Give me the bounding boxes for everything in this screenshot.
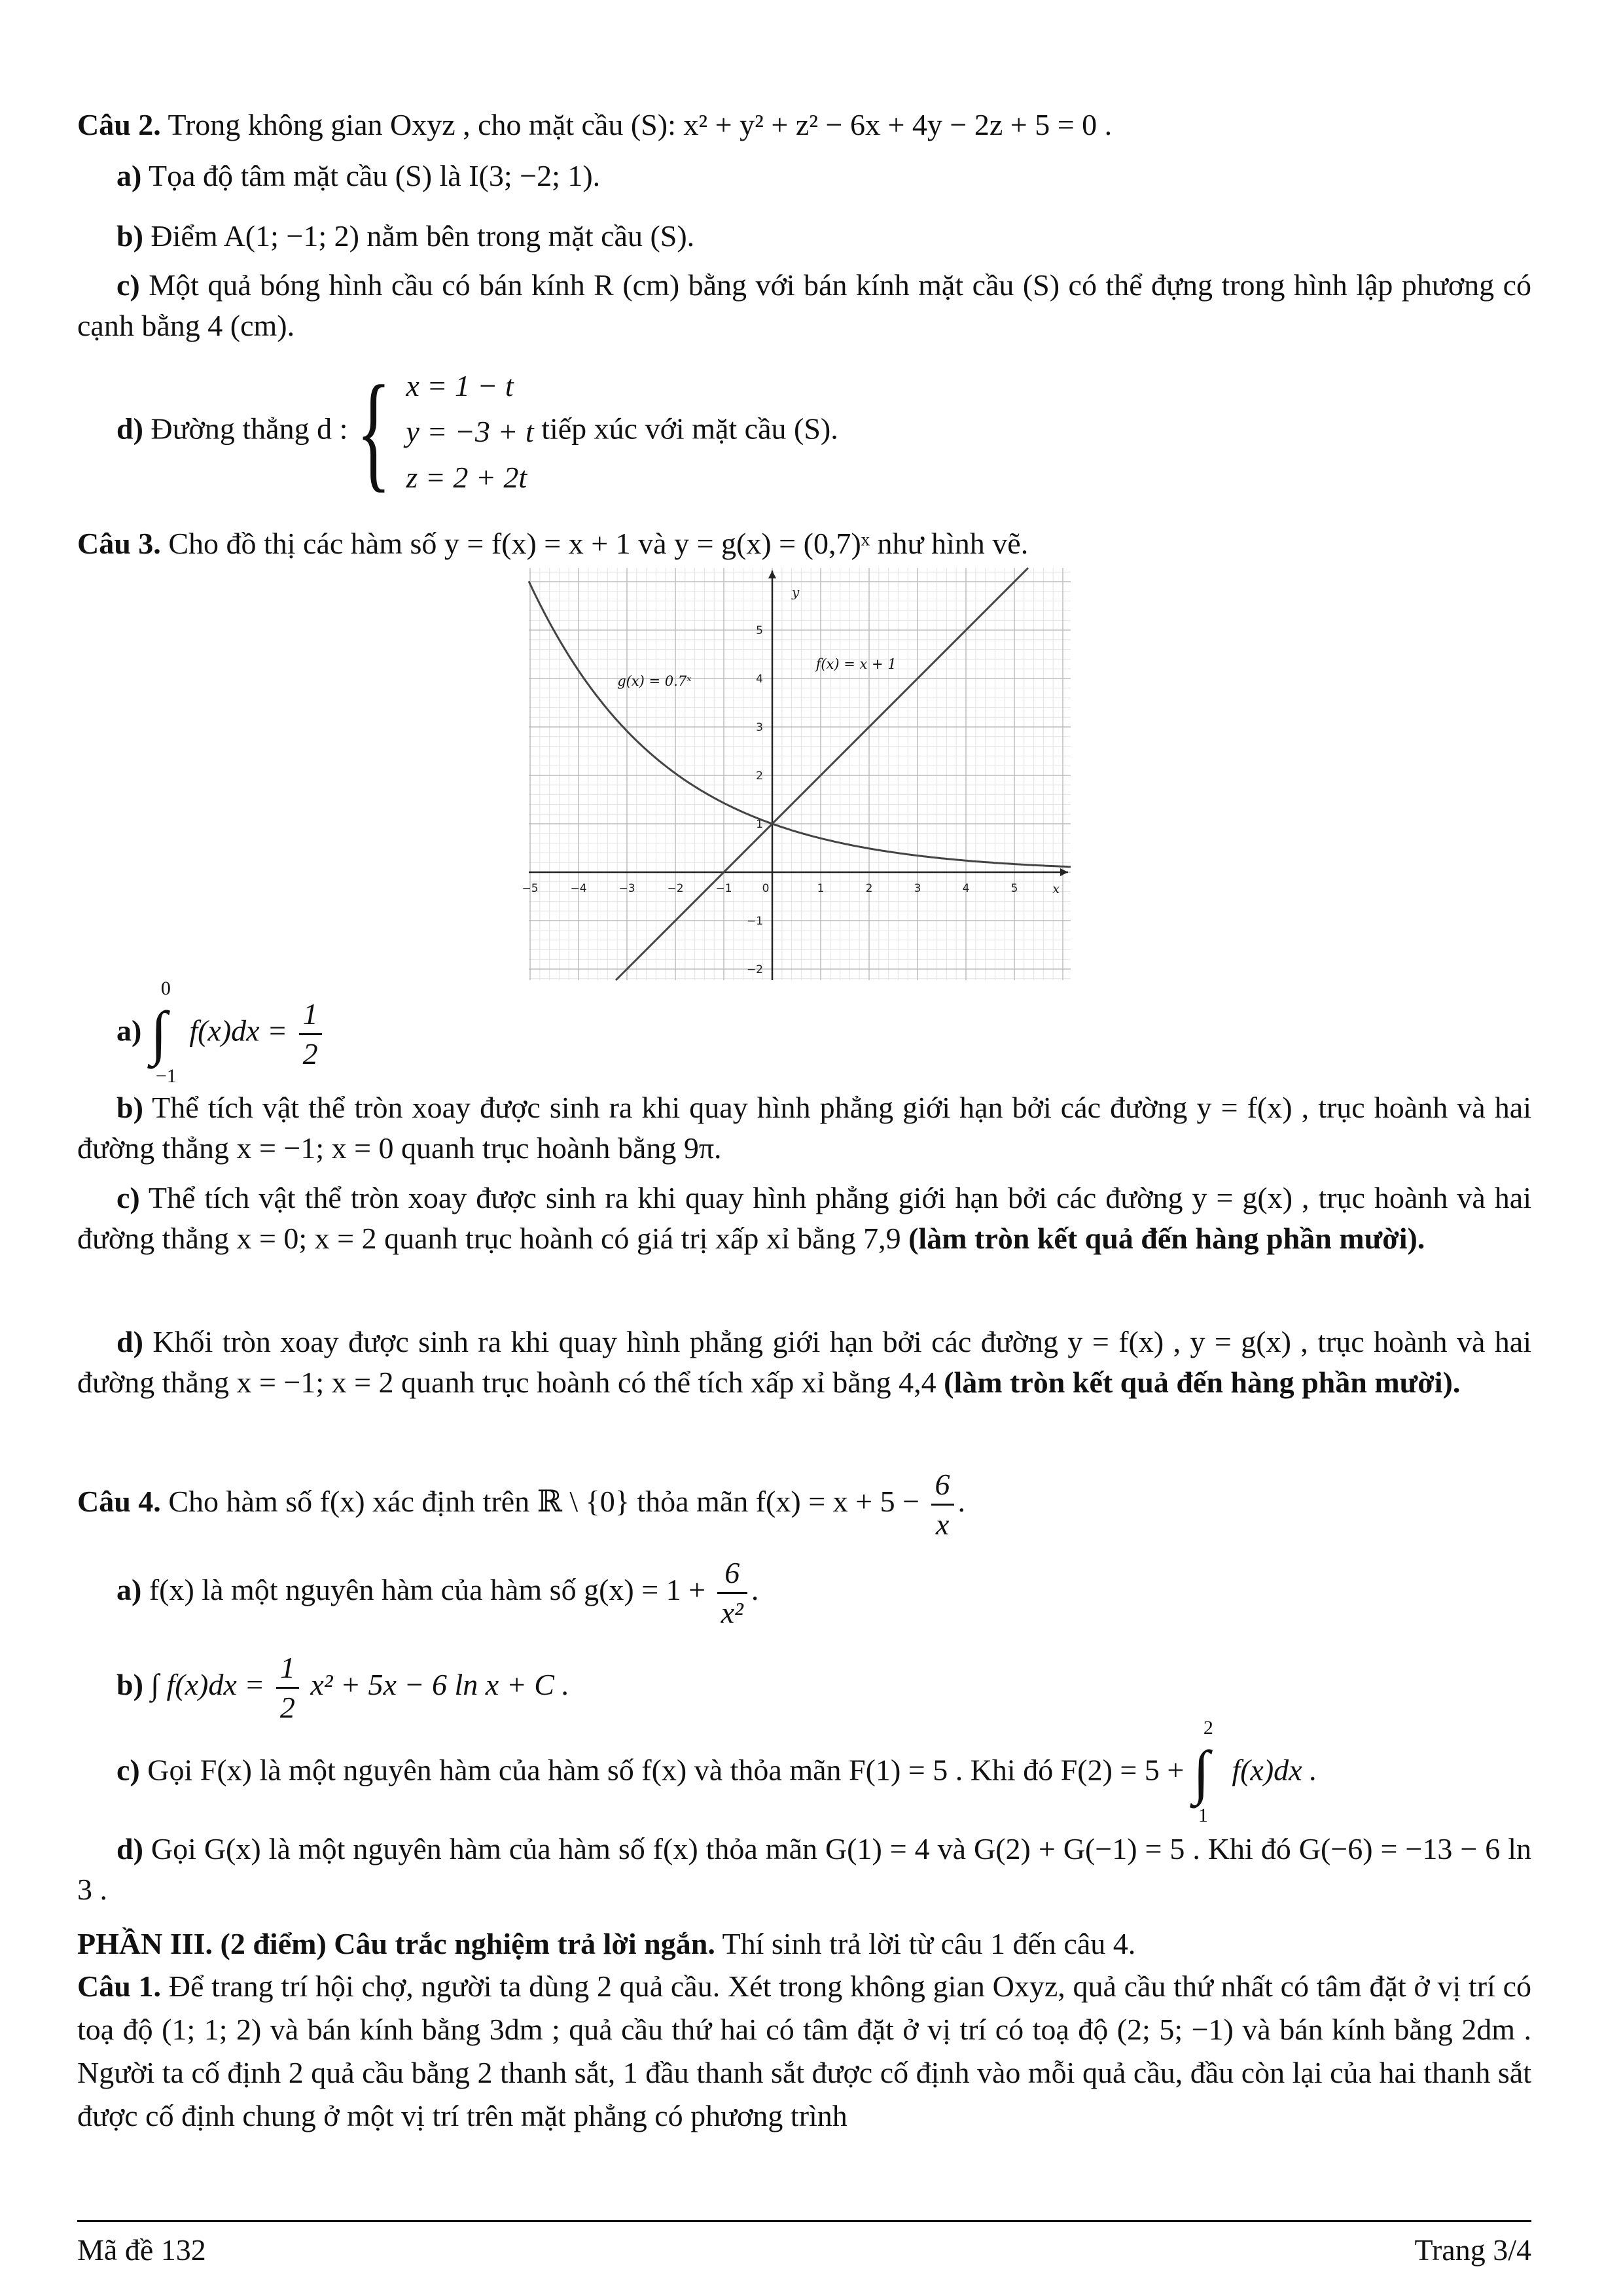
y-tick-label: −1 bbox=[746, 915, 763, 928]
part3-header bbox=[77, 1924, 1531, 1964]
footer-page-number: Trang 3/4 bbox=[1414, 2233, 1531, 2267]
q4-d bbox=[77, 1829, 1531, 1910]
frac-den: x² bbox=[721, 1596, 743, 1629]
integral-sign: 0 ∫ −1 bbox=[150, 978, 177, 1087]
q4-a-pre: f(x) là một nguyên hàm của hàm số g(x) = 1 + bbox=[149, 1573, 706, 1607]
g-label: g(x) = 0.7ˣ bbox=[617, 673, 692, 690]
q4-a-fraction bbox=[717, 1554, 747, 1632]
y-tick-label: 4 bbox=[756, 673, 763, 686]
q4-a bbox=[77, 1554, 1531, 1632]
part3-title: PHẦN III. (2 điểm) Câu trắc nghiệm trả lời ngắn. bbox=[77, 1927, 715, 1960]
q3-a-label: a) bbox=[116, 1014, 142, 1048]
q3-stem bbox=[77, 523, 1531, 564]
x-tick-label: 1 bbox=[817, 882, 825, 895]
x-tick-label: −5 bbox=[522, 882, 539, 895]
q3-d-label: d) bbox=[116, 1325, 143, 1358]
p3-q1-title: Câu 1. bbox=[77, 1969, 162, 2003]
y-tick-label: 5 bbox=[756, 624, 763, 637]
frac-num: 6 bbox=[931, 1466, 954, 1506]
q2-b-label: b) bbox=[116, 219, 143, 253]
q2-d bbox=[77, 359, 1531, 504]
q3-title: Câu 3. bbox=[77, 527, 161, 560]
q4-title: Câu 4. bbox=[77, 1485, 161, 1519]
frac-den: 2 bbox=[279, 1691, 295, 1724]
q3-stem-text: Cho đồ thị các hàm số y = f(x) = x + 1 và y = g(x) = (0,7)ˣ như hình vẽ. bbox=[168, 527, 1029, 560]
q4-c-label: c) bbox=[116, 1753, 140, 1787]
q3-b-text: Thể tích vật thể tròn xoay được sinh ra khi quay hình phẳng giới hạn bởi các đường y = f(x) , trục hoành và hai đường thẳng x = −1; x = 0 quanh trục hoành bằng 9π. bbox=[77, 1091, 1532, 1165]
q3-b-label: b) bbox=[116, 1091, 143, 1124]
q2-a bbox=[77, 156, 1531, 196]
y-tick-label: −2 bbox=[746, 963, 763, 976]
f-label: f(x) = x + 1 bbox=[815, 656, 897, 673]
frac-num: 6 bbox=[717, 1554, 747, 1594]
sys-line-3: z = 2 + 2t bbox=[406, 461, 527, 494]
footer-rule bbox=[77, 2220, 1531, 2222]
q4-b-post: x² + 5x − 6 ln x + C . bbox=[310, 1668, 569, 1702]
q2-a-text: Tọa độ tâm mặt cầu (S) là I(3; −2; 1). bbox=[149, 159, 601, 192]
q2-stem bbox=[77, 105, 1531, 145]
x-tick-label: 0 bbox=[762, 882, 770, 895]
q4-c-pre: Gọi F(x) là một nguyên hàm của hàm số f(x) và thỏa mãn F(1) = 5 . Khi đó F(2) = 5 + bbox=[147, 1753, 1185, 1787]
q3-b bbox=[77, 1087, 1531, 1169]
q4-c-post: f(x)dx . bbox=[1232, 1753, 1317, 1787]
integral-upper: 2 bbox=[1203, 1717, 1213, 1739]
q4-d-text: Gọi G(x) là một nguyên hàm của hàm số f(x) thỏa mãn G(1) = 4 và G(2) + G(−1) = 5 . Khi đó G(−6) = −13 − 6 ln 3 . bbox=[77, 1832, 1531, 1906]
q4-stem-post: . bbox=[957, 1485, 966, 1519]
q2-b-text: Điểm A(1; −1; 2) nằm bên trong mặt cầu (S). bbox=[151, 219, 695, 253]
y-tick-label: 3 bbox=[756, 721, 763, 734]
x-axis-label: x bbox=[1052, 881, 1060, 896]
integral-upper: 0 bbox=[160, 978, 171, 999]
frac-num: 1 bbox=[299, 995, 322, 1035]
sys-line-1: x = 1 − t bbox=[406, 369, 514, 402]
q3-c-text: Thể tích vật thể tròn xoay được sinh ra khi quay hình phẳng giới hạn bởi các đường y = g(x) , trục hoành và hai đường thẳng x = 0; x = 2 quanh trục hoành có giá trị xấp xỉ bằng 7,9 bbox=[77, 1181, 1531, 1255]
q3-d-text: Khối tròn xoay được sinh ra khi quay hình phẳng giới hạn bởi các đường y = f(x) , y = g(x) , trục hoành và hai đường thẳng x = −1; x = 2 quanh trục hoành có thể tích xấp xỉ bằng 4,4 bbox=[77, 1325, 1531, 1399]
q3-a bbox=[77, 978, 1531, 1087]
q3-d-bold: (làm tròn kết quả đến hàng phần mười). bbox=[944, 1366, 1461, 1399]
x-tick-label: −4 bbox=[570, 882, 587, 895]
x-tick-label: 3 bbox=[914, 882, 921, 895]
x-axis-arrow bbox=[1060, 868, 1068, 876]
q3-d bbox=[77, 1322, 1531, 1403]
x-tick-label: −3 bbox=[618, 882, 635, 895]
y-tick-label: 2 bbox=[756, 769, 763, 783]
q2-d-pre: Đường thẳng d : bbox=[151, 412, 348, 446]
q2-d-label: d) bbox=[116, 412, 143, 446]
q2-c bbox=[77, 265, 1531, 346]
q2-d-post: tiếp xúc với mặt cầu (S). bbox=[541, 412, 838, 446]
q2-b bbox=[77, 216, 1531, 256]
q2-title: Câu 2. bbox=[77, 108, 161, 141]
q4-d-label: d) bbox=[116, 1832, 143, 1865]
p3-q1-text: Để trang trí hội chợ, người ta dùng 2 quả cầu. Xét trong không gian Oxyz, quả cầu thứ nhất có tâm đặt ở vị trí có toạ độ (1; 1; 2) và bán kính bằng 3dm ; quả cầu thứ hai có tâm đặt ở vị trí có toạ độ (2; 5; −1) và bán kính bằng 2dm . Người ta cố định 2 quả cầu bằng 2 thanh sắt, 1 đầu thanh sắt được cố định vào mỗi quả cầu, đầu còn lại của hai thanh sắt được cố định chung ở một vị trí trên mặt phẳng có phương trình bbox=[77, 1969, 1532, 2132]
p3-q1 bbox=[77, 1965, 1531, 2138]
y-tick-label: 1 bbox=[756, 818, 763, 831]
q2-c-label: c) bbox=[116, 268, 140, 302]
q4-stem bbox=[77, 1466, 1531, 1544]
x-tick-label: 2 bbox=[865, 882, 873, 895]
q4-b-label: b) bbox=[116, 1668, 143, 1702]
q3-c bbox=[77, 1178, 1531, 1259]
frac-den: 2 bbox=[302, 1036, 318, 1070]
q4-c bbox=[77, 1717, 1531, 1826]
q3-a-integrand: f(x)dx = bbox=[189, 1014, 288, 1048]
frac-num: 1 bbox=[276, 1649, 299, 1689]
q2-stem-text: Trong không gian Oxyz , cho mặt cầu (S): x² + y² + z² − 6x + 4y − 2z + 5 = 0 . bbox=[168, 108, 1113, 141]
q3-c-label: c) bbox=[116, 1181, 140, 1214]
q2-d-system bbox=[406, 363, 533, 501]
q4-b-pre: ∫ f(x)dx = bbox=[151, 1668, 265, 1702]
footer-code: Mã đề 132 bbox=[77, 2233, 206, 2267]
integral-lower: 1 bbox=[1198, 1805, 1208, 1826]
x-tick-label: −1 bbox=[715, 882, 732, 895]
integral-lower: −1 bbox=[155, 1065, 177, 1087]
integral-sign: 2 ∫ 1 bbox=[1192, 1717, 1213, 1826]
x-tick-label: 4 bbox=[962, 882, 970, 895]
grid-major bbox=[529, 568, 1071, 980]
q4-stem-pre: Cho hàm số f(x) xác định trên ℝ \ {0} thỏa mãn f(x) = x + 5 − bbox=[168, 1485, 920, 1519]
q3-c-bold: (làm tròn kết quả đến hàng phần mười). bbox=[908, 1222, 1425, 1255]
q2-c-text: Một quả bóng hình cầu có bán kính R (cm) bằng với bán kính mặt cầu (S) có thể đựng trong hình lập phương có cạnh bằng 4 (cm). bbox=[77, 268, 1532, 342]
q3-a-fraction bbox=[299, 995, 322, 1073]
q4-b-fraction bbox=[276, 1649, 299, 1727]
system-brace: { bbox=[356, 359, 391, 504]
y-axis-label: y bbox=[792, 584, 800, 600]
x-tick-label: 5 bbox=[1010, 882, 1018, 895]
tick-labels bbox=[522, 584, 1060, 976]
q4-a-post: . bbox=[751, 1573, 759, 1607]
q4-b bbox=[77, 1649, 1531, 1727]
x-tick-label: −2 bbox=[667, 882, 684, 895]
part3-instr: Thí sinh trả lời từ câu 1 đến câu 4. bbox=[722, 1927, 1136, 1960]
q4-a-label: a) bbox=[116, 1573, 142, 1607]
q4-stem-fraction bbox=[931, 1466, 954, 1544]
frac-den: x bbox=[935, 1508, 950, 1541]
sys-line-2: y = −3 + t bbox=[406, 415, 534, 448]
function-graph bbox=[522, 568, 1071, 980]
q2-a-label: a) bbox=[116, 159, 142, 192]
